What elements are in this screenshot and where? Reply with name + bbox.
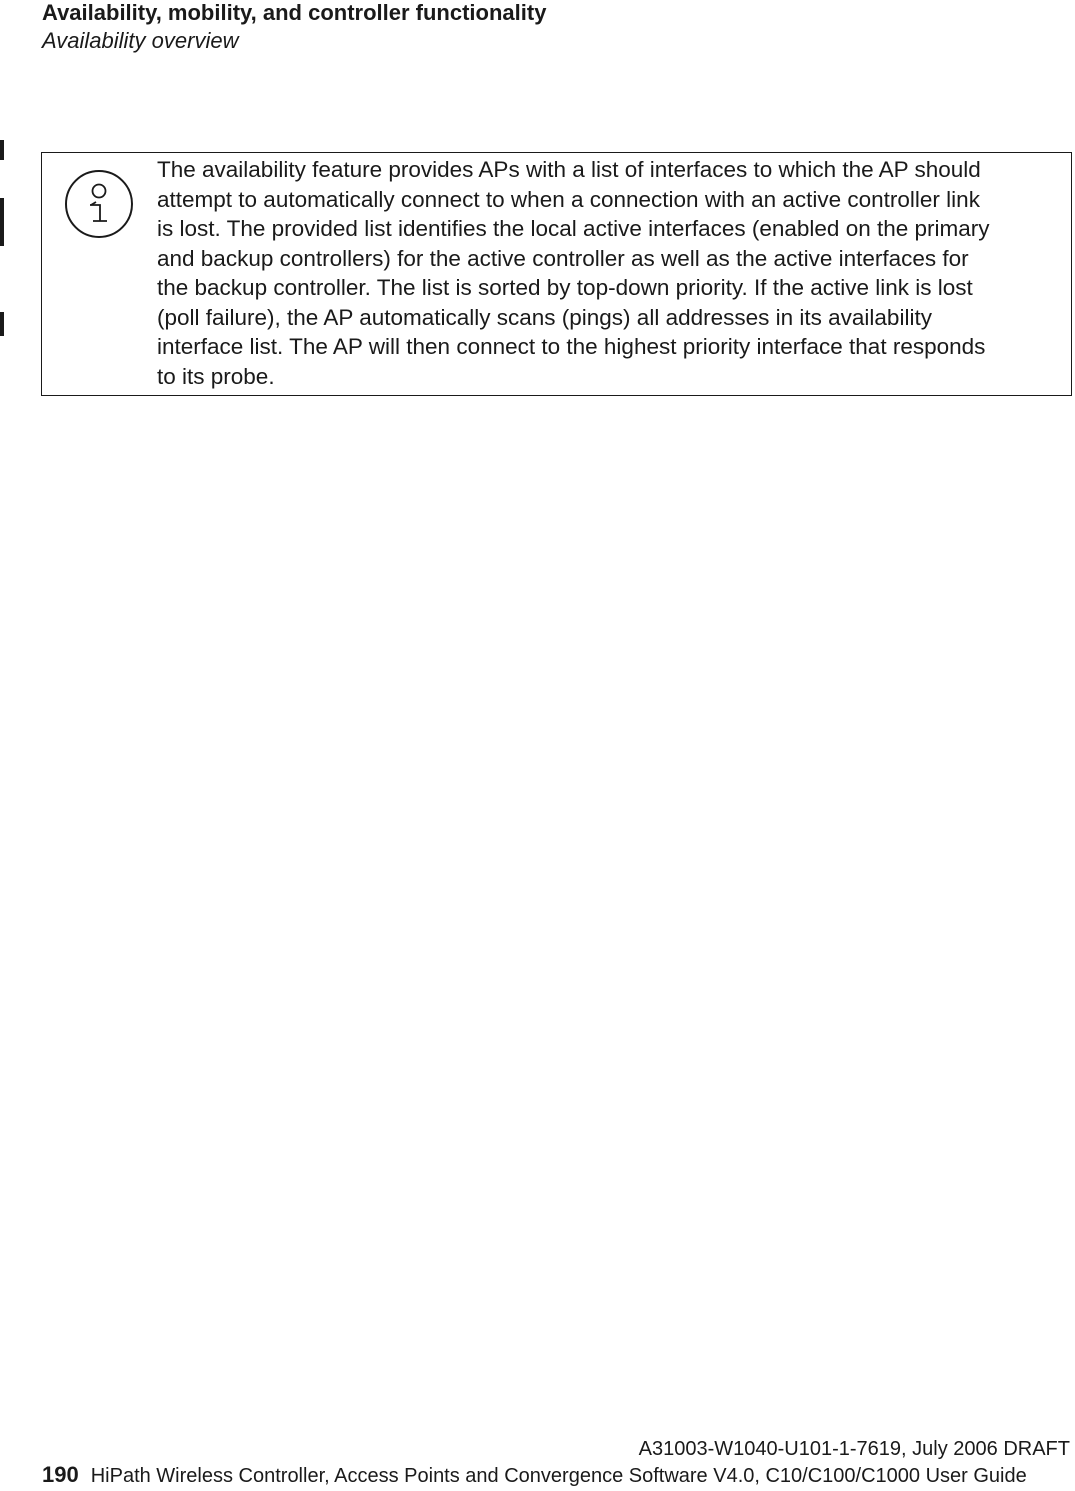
note-line: The availability feature provides APs with a list of interfaces to which the AP should <box>157 157 981 182</box>
change-bar <box>0 312 4 336</box>
note-line: to its probe. <box>157 363 275 389</box>
note-text <box>157 155 1065 391</box>
document-title: HiPath Wireless Controller, Access Points and Convergence Software V4.0, C10/C100/C1000 User Guide <box>90 1465 1027 1487</box>
note-line: (poll failure), the AP automatically scans (pings) all addresses in its availability <box>157 304 932 330</box>
document-code: A31003-W1040-U101-1-7619, July 2006 DRAFT <box>638 1438 1070 1460</box>
section-title: Availability overview <box>42 28 239 53</box>
page-header <box>42 0 546 56</box>
change-bar <box>0 140 4 160</box>
note-line: the backup controller. The list is sorted by top-down priority. If the active link is lost <box>157 275 973 300</box>
info-icon <box>64 169 134 239</box>
note-line: and backup controllers) for the active controller as well as the active interfaces for <box>157 245 969 271</box>
chapter-title: Availability, mobility, and controller functionality <box>42 0 547 25</box>
note-line: attempt to automatically connect to when a connection with an active controller link <box>157 186 980 212</box>
change-bar <box>0 198 4 246</box>
note-box <box>41 152 1072 396</box>
note-line: is lost. The provided list identifies the local active interfaces (enabled on the primary <box>157 216 990 241</box>
page-number: 190 <box>42 1462 79 1487</box>
note-line: interface list. The AP will then connect to the highest priority interface that responds <box>157 334 986 359</box>
footer-title-line <box>42 1462 1072 1489</box>
